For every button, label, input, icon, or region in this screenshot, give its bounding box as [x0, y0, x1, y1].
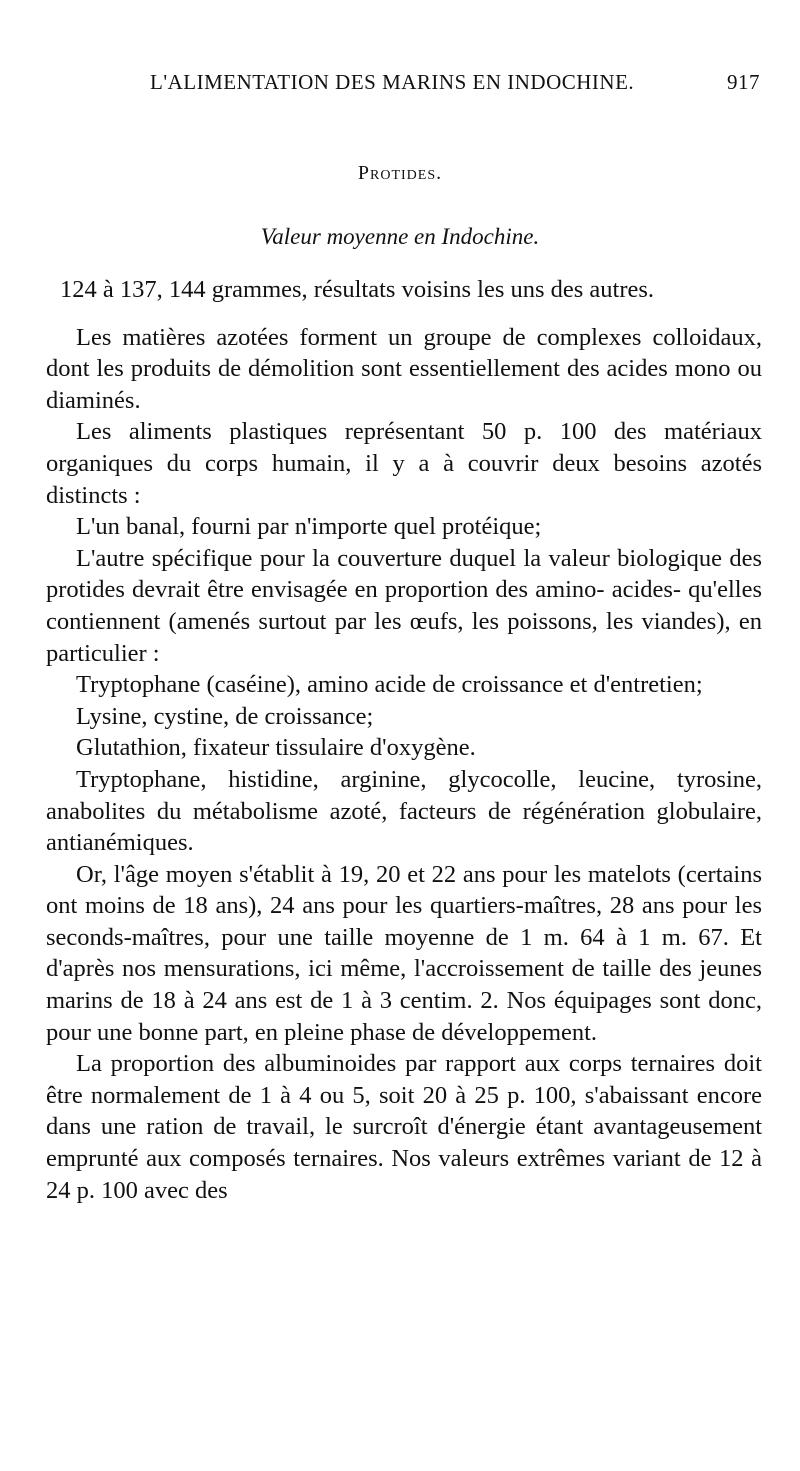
section-title: Protides. [357, 162, 443, 184]
running-head [150, 70, 760, 100]
paragraph: Tryptophane (caséine), amino acide de croissance et d'entretien; [76, 671, 703, 699]
paragraph: Glutathion, fixateur tissulaire d'oxygène. [76, 734, 476, 762]
paragraph-values: 124 à 137, 144 grammes, résultats voisins les uns des autres. [60, 276, 655, 303]
section-subtitle: Valeur moyenne en Indochine. [260, 224, 540, 249]
paragraph: Les aliments plastiques représentant 50 p. 100 des matériaux organiques du corps humain, il y a à couvrir deux besoins azotés distincts : [46, 418, 762, 509]
body-text [46, 274, 762, 1206]
paragraph: Tryptophane, histidine, arginine, glycocolle, leucine, tyrosine, anabolites du métabolisme azoté, facteurs de régénération globulaire, antianémiques. [46, 765, 762, 857]
paragraph: La proportion des albuminoides par rapport aux corps ternaires doit être normalement de 1 à 4 ou 5, soit 20 à 25 p. 100, s'abaissant encore dans une ration de travail, le surcroît d'énergie étant avantageusement emprunté aux composés ternaires. Nos valeurs extrêmes variant de 12 à 24 p. 100 avec des [46, 1050, 762, 1204]
paragraph: L'autre spécifique pour la couverture duquel la valeur biologique des protides devrait être envisagée en proportion des amino- acides- qu'elles contiennent (amenés surtout par les œufs, les poissons, les viandes), en particulier : [46, 544, 762, 667]
page-number: 917 [727, 70, 760, 94]
paragraph: Or, l'âge moyen s'établit à 19, 20 et 22 ans pour les matelots (certains ont moins de 18 ans), 24 ans pour les quartiers-maîtres, 28 ans pour les seconds-maîtres, pour une taille moyenne de 1 m. 64 à 1 m. 67. Et d'après nos mensurations, ici même, l'accroissement de taille des jeunes marins de 18 à 24 ans est de 1 à 3 centim. 2. Nos équipages sont donc, pour une bonne part, en pleine phase de développement. [46, 860, 762, 1046]
running-title: L'ALIMENTATION DES MARINS EN INDOCHINE. [150, 70, 635, 94]
paragraph: L'un banal, fourni par n'importe quel protéique; [76, 513, 542, 541]
paragraph: Les matières azotées forment un groupe de complexes colloidaux, dont les produits de démolition sont essentiellement des acides mono ou diaminés. [46, 323, 762, 414]
paragraph: Lysine, cystine, de croissance; [76, 702, 374, 730]
